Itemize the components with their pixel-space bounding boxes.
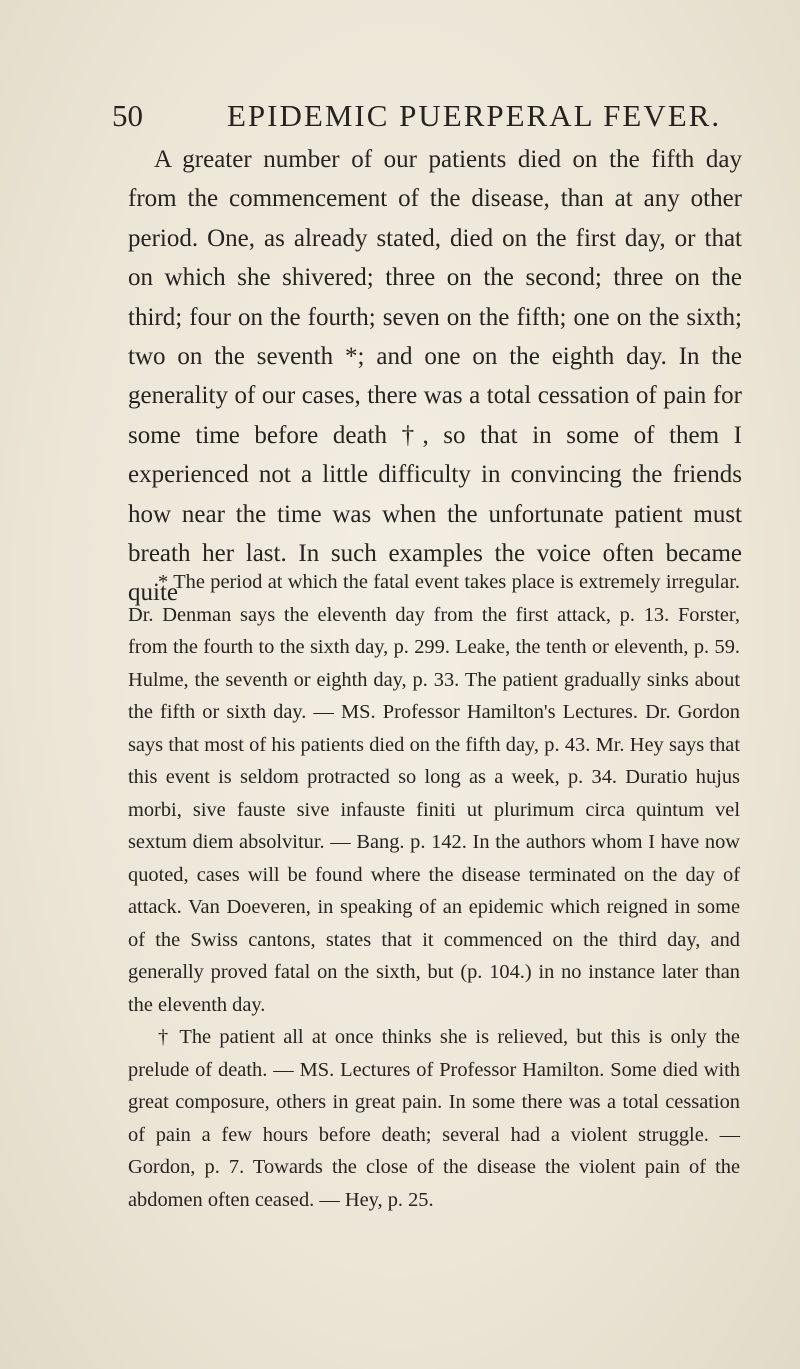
page-header bbox=[112, 96, 760, 136]
running-title: EPIDEMIC PUERPERAL FEVER. bbox=[227, 98, 722, 133]
page-number: 50 bbox=[112, 98, 143, 133]
footnote-asterisk: * The period at which the fatal event takes place is extremely irregular. Dr. Denman says the eleventh day from the first attack, p. 13. Forster, from the fourth to the sixth day, p. 299. Leake, the tenth or eleventh, p. 59. Hulme, the seventh or eighth day, p. 33. The patient gradually sinks about the fifth or sixth day. — MS. Professor Hamilton's Lectures. Dr. Gordon says that most of his patients died on the fifth day, p. 43. Mr. Hey says that this event is seldom protracted so long as a week, p. 34. Duratio hujus morbi, sive fauste sive infauste finiti ut plurimum circa quintum vel sextum diem absolvitur. — Bang. p. 142. In the authors whom I have now quoted, cases will be found where the disease terminated on the day of attack. Van Doeveren, in speaking of an epidemic which reigned in some of the Swiss cantons, states that it commenced on the third day, and generally proved fatal on the sixth, but (p. 104.) in no instance later than the eleventh day. bbox=[128, 571, 740, 1016]
footnotes bbox=[128, 566, 740, 1216]
body-paragraph: A greater number of our patients died on the fifth day from the commencement of the disease, than at any other period. One, as already stated, died on the first day, or that on which she shivered; three on the second; three on the third; four on the fourth; seven on the fifth; one on the sixth; two on the seventh *; and one on the eighth day. In the generality of our cases, there was a total cessation of pain for some time before death †, so that in some of them I experienced not a little difficulty in convincing the friends how near the time was when the unfortunate patient must breath her last. In such examples the voice often became quite bbox=[128, 146, 742, 607]
footnote-dagger: † The patient all at once thinks she is relieved, but this is only the prelude of death. — MS. Lectures of Professor Hamilton. Some died with great composure, others in great pain. In some there was a total cessation of pain a few hours before death; several had a violent struggle. — Gordon, p. 7. Towards the close of the disease the violent pain of the abdomen often ceased. — Hey, p. 25. bbox=[128, 1026, 740, 1211]
